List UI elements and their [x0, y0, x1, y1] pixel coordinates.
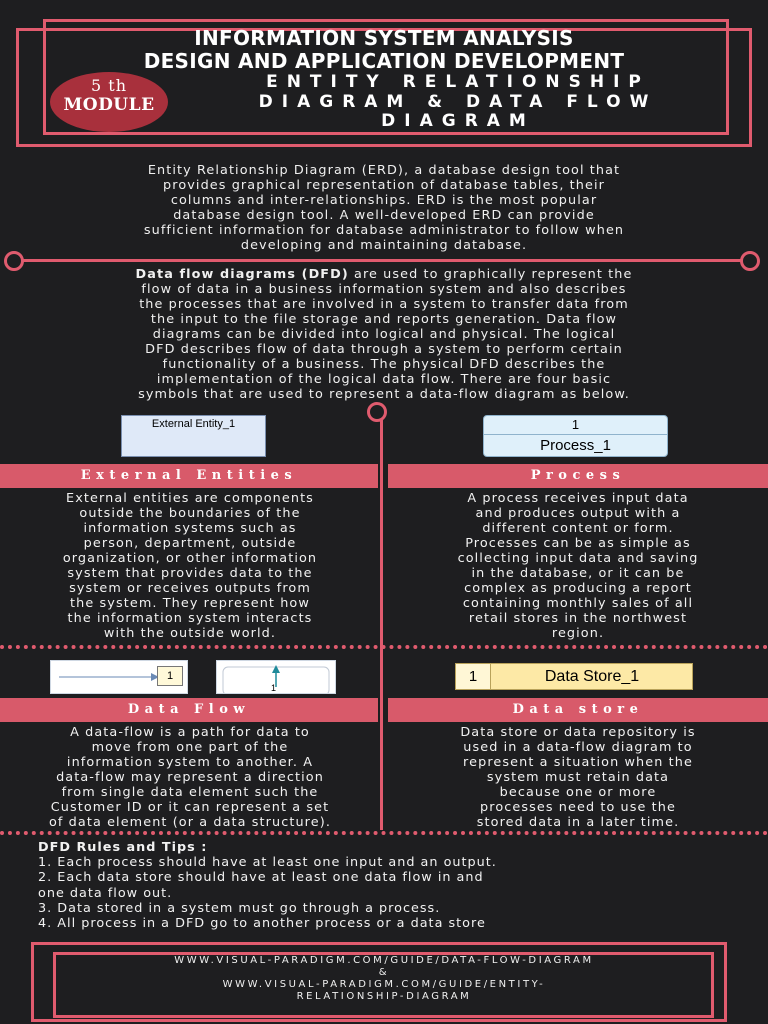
footer-link-erd-cont[interactable]: RELATIONSHIP-DIAGRAM	[296, 991, 472, 1002]
badge-label: MODULE	[63, 95, 155, 115]
dfd-intro-line: diagrams can be divided into logical and physical. The logical	[152, 327, 616, 342]
rule-item: 1. Each process should have at least one input and an output.	[38, 855, 497, 871]
dfd-intro-line: symbols that are used to represent a data-flow diagram as below.	[138, 387, 630, 402]
module-badge	[50, 72, 168, 132]
rule-item: one data flow out.	[38, 885, 173, 901]
external-entity-symbol	[121, 415, 266, 457]
dataflow-vertical-number: 1	[271, 683, 277, 693]
dataflow-symbol-horizontal	[50, 660, 188, 694]
process-symbol-number: 1	[484, 416, 667, 435]
text-line: and produces output with a	[475, 506, 681, 521]
datastore-symbol	[455, 663, 693, 690]
footer-ampersand: &	[378, 967, 390, 978]
text-line: containing monthly sales of all	[462, 596, 694, 611]
text-line: collecting input data and saving	[457, 551, 699, 566]
dfd-intro-line: the processes that are involved in a system to transfer data from	[139, 297, 629, 312]
text-line: information system to another. A	[66, 755, 314, 770]
text-line: person, department, outside	[83, 536, 297, 551]
process-symbol	[483, 415, 668, 457]
rule-item: 3. Data stored in a system must go through a process.	[38, 900, 441, 916]
text-line: outside the boundaries of the	[79, 506, 301, 521]
text-line: region.	[551, 626, 605, 641]
datastore-symbol-number: 1	[456, 664, 491, 689]
text-line: from single data element such the	[61, 785, 319, 800]
title-line-2: DESIGN AND APPLICATION DEVELOPMENT	[143, 49, 625, 73]
text-line: Processes can be as simple as	[465, 536, 691, 551]
heading-data-store: Data store	[388, 698, 768, 722]
text-line: system that provides data to the	[67, 566, 313, 581]
intro-line: provides graphical representation of database tables, their	[163, 178, 605, 193]
rules-heading: DFD Rules and Tips :	[38, 840, 208, 855]
text-line: with the outside world.	[103, 626, 277, 641]
badge-number: 5 th	[91, 76, 127, 95]
intro-line: sufficient information for database administrator to follow when	[143, 223, 625, 238]
erd-intro	[8, 163, 760, 253]
dataflow-number-label: 1	[157, 666, 183, 686]
datastore-symbol-label: Data Store_1	[544, 668, 640, 685]
dfd-intro-line: flow of data in a business information system and also describes	[141, 282, 627, 297]
center-vertical-line	[380, 420, 383, 830]
text-line: of data element (or a data structure).	[48, 815, 332, 830]
title-line-1: INFORMATION SYSTEM ANALYSIS	[194, 26, 574, 50]
dfd-intro-rest: are used to graphically represent the	[348, 267, 633, 282]
subtitle-line-3: DIAGRAM	[381, 111, 535, 131]
text-line: Customer ID or it can represent a set	[50, 800, 330, 815]
intro-line: Entity Relationship Diagram (ERD), a database design tool that	[147, 163, 621, 178]
external-entities-description	[2, 491, 378, 641]
subtitle-line-2: DIAGRAM & DATA FLOW	[258, 92, 658, 112]
dfd-intro-line: the input to the file storage and reports generation. Data flow	[150, 312, 618, 327]
dotted-separator	[0, 645, 768, 649]
dfd-intro-bold: Data flow diagrams (DFD)	[135, 267, 349, 282]
dotted-separator	[0, 831, 768, 835]
text-line: because one or more	[499, 785, 657, 800]
text-line: stored data in a later time.	[476, 815, 680, 830]
text-line: system or receives outputs from	[69, 581, 311, 596]
text-line: in the database, or it can be	[471, 566, 685, 581]
text-line: A data-flow is a path for data to	[70, 725, 310, 740]
subtitle-line-1: ENTITY RELATIONSHIP	[266, 72, 650, 92]
footer-link-erd[interactable]: WWW.VISUAL-PARADIGM.COM/GUIDE/ENTITY-	[222, 979, 546, 990]
text-line: information systems such as	[83, 521, 297, 536]
dfd-intro-line: implementation of the logical data flow. There are four basic	[156, 372, 612, 387]
dfd-rules	[38, 840, 728, 931]
center-ring	[367, 402, 387, 422]
dfd-intro	[4, 267, 764, 402]
process-symbol-label: Process_1	[540, 437, 611, 454]
dfd-intro-line: DFD describes flow of data through a system to perform certain	[145, 342, 623, 357]
text-line: processes need to use the	[480, 800, 676, 815]
data-flow-description	[2, 725, 378, 830]
text-line: different content or form.	[482, 521, 674, 536]
text-line: the information system interacts	[67, 611, 313, 626]
data-store-description	[390, 725, 766, 830]
text-line: move from one part of the	[91, 740, 289, 755]
process-description	[390, 491, 766, 641]
text-line: data-flow may represent a direction	[56, 770, 324, 785]
heading-data-flow: Data Flow	[0, 698, 378, 722]
footer-link-dfd[interactable]: WWW.VISUAL-PARADIGM.COM/GUIDE/DATA-FLOW-DIAGRAM	[174, 955, 594, 966]
text-line: the system. They represent how	[70, 596, 310, 611]
text-line: Data store or data repository is	[460, 725, 696, 740]
text-line: used in a data-flow diagram to	[463, 740, 693, 755]
text-line: system must retain data	[486, 770, 670, 785]
heading-external-entities: External Entities	[0, 464, 378, 488]
text-line: complex as producing a report	[464, 581, 692, 596]
intro-line: database design tool. A well-developed ERD can provide	[173, 208, 595, 223]
rule-item: 4. All process in a DFD go to another process or a data store	[38, 916, 486, 932]
dataflow-symbol-vertical	[216, 660, 336, 694]
external-entity-symbol-label: External Entity_1	[151, 418, 236, 430]
rule-item: 2. Each data store should have at least one data flow in and	[38, 870, 484, 886]
text-line: External entities are components	[66, 491, 314, 506]
text-line: represent a situation when the	[463, 755, 693, 770]
dfd-intro-line-1	[4, 267, 764, 282]
text-line: organization, or other information	[62, 551, 318, 566]
divider-line	[22, 259, 742, 262]
heading-process: Process	[388, 464, 768, 488]
intro-line: developing and maintaining database.	[240, 238, 528, 253]
dfd-intro-line: functionality of a business. The physical DFD describes the	[162, 357, 606, 372]
text-line: retail stores in the northwest	[468, 611, 688, 626]
text-line: A process receives input data	[467, 491, 689, 506]
intro-line: columns and inter-relationships. ERD is the most popular	[170, 193, 598, 208]
